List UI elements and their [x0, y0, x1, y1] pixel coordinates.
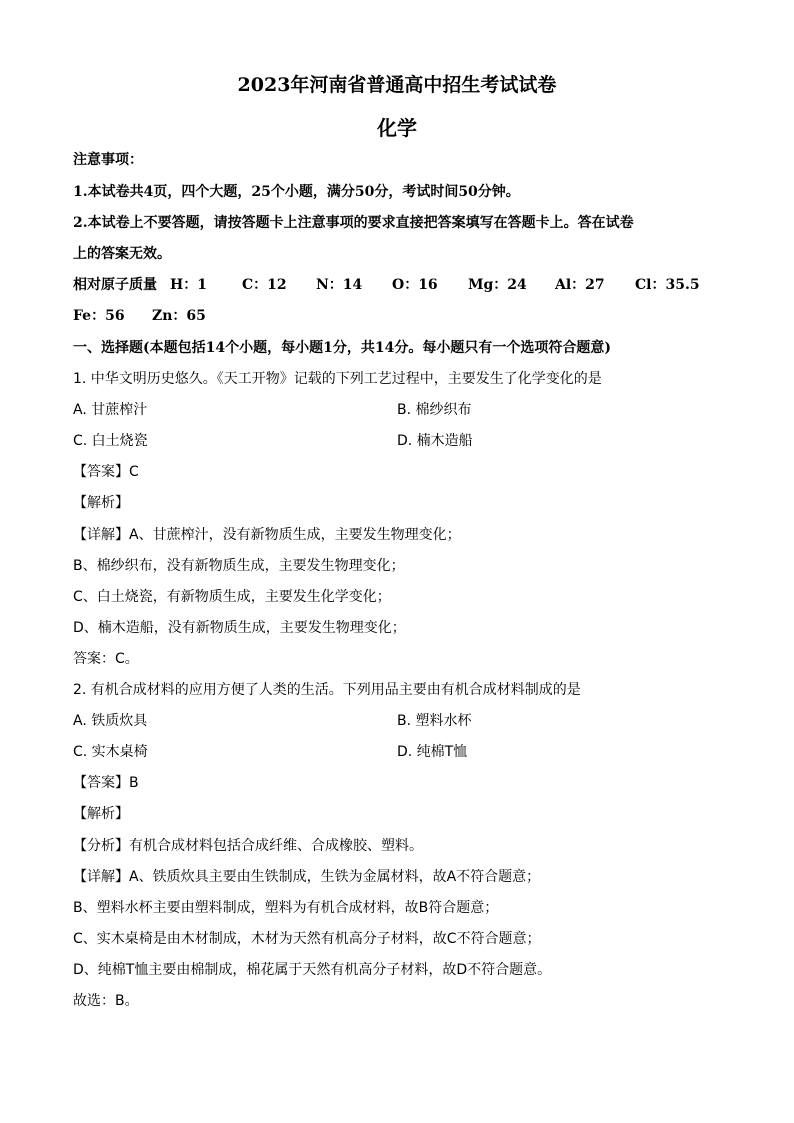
- question-2-detail-3: C、实木桌椅是由木材制成，木材为天然有机高分子材料，故C不符合题意；: [73, 931, 541, 947]
- question-2-detail-2: B、塑料水杯主要由塑料制成，塑料为有机合成材料，故B符合题意；: [73, 900, 499, 916]
- notes-item-1: 1.本试卷共4页，四个大题，25个小题，满分50分，考试时间50分钟。: [73, 184, 520, 200]
- question-1-option-b: B. 棉纱织布: [397, 402, 472, 418]
- question-1-option-a: A. 甘蔗榨汁: [73, 402, 148, 418]
- atomic-mass-fe: Fe：56: [73, 308, 125, 324]
- atomic-mass-mg: Mg：24: [468, 277, 527, 293]
- question-1-detail-2: B、棉纱织布，没有新物质生成，主要发生物理变化；: [73, 558, 405, 574]
- question-2-analysis: 【分析】有机合成材料包括合成纤维、合成橡胶、塑料。: [73, 838, 423, 854]
- question-2-answer: 【答案】B: [73, 775, 139, 791]
- notes-item-2-line-2: 上的答案无效。: [73, 246, 171, 262]
- question-2-option-a: A. 铁质炊具: [73, 713, 148, 729]
- subject-title: 化学: [377, 116, 417, 140]
- question-1-option-c: C. 白土烧瓷: [73, 433, 148, 449]
- question-1-answer: 【答案】C: [73, 464, 139, 480]
- question-1-detail-4: D、楠木造船，没有新物质生成，主要发生物理变化；: [73, 620, 406, 636]
- question-2-analysis-label: 【解析】: [73, 806, 129, 822]
- question-2-option-b: B. 塑料水杯: [397, 713, 472, 729]
- question-1-detail-3: C、白土烧瓷，有新物质生成，主要发生化学变化；: [73, 589, 391, 605]
- question-2-detail-1: 【详解】A、铁质炊具主要由生铁制成，生铁为金属材料，故A不符合题意；: [73, 869, 541, 885]
- atomic-mass-n: N：14: [316, 277, 363, 293]
- question-1-detail-1: 【详解】A、甘蔗榨汁，没有新物质生成，主要发生物理变化；: [73, 527, 461, 543]
- question-2-conclusion: 故选：B。: [73, 993, 139, 1009]
- atomic-mass-label: 相对原子质量: [73, 277, 157, 293]
- question-1-analysis-label: 【解析】: [73, 495, 129, 511]
- atomic-mass-h: H：1: [170, 277, 207, 293]
- exam-title: 2023年河南省普通高中招生考试试卷: [237, 74, 557, 96]
- atomic-mass-zn: Zn：65: [152, 308, 206, 324]
- question-2-detail-4: D、纯棉T恤主要由棉制成，棉花属于天然有机高分子材料，故D不符合题意。: [73, 962, 552, 978]
- atomic-mass-cl: Cl：35.5: [635, 277, 700, 293]
- question-2-stem: 2. 有机合成材料的应用方便了人类的生活。下列用品主要由有机合成材料制成的是: [73, 682, 581, 698]
- question-1-stem: 1. 中华文明历史悠久。《天工开物》记载的下列工艺过程中，主要发生了化学变化的是: [73, 371, 602, 387]
- section-1-heading: 一、选择题(本题包括14个小题，每小题1分，共14分。每小题只有一个选项符合题意): [73, 340, 611, 356]
- question-2-option-d: D. 纯棉T恤: [397, 744, 468, 760]
- question-1-option-d: D. 楠木造船: [397, 433, 473, 449]
- question-1-conclusion: 答案：C。: [73, 651, 139, 667]
- atomic-mass-c: C：12: [242, 277, 287, 293]
- notes-item-2-line-1: 2.本试卷上不要答题，请按答题卡上注意事项的要求直接把答案填写在答题卡上。答在试卷: [73, 215, 634, 231]
- notes-heading: 注意事项：: [73, 152, 143, 168]
- atomic-mass-al: Al：27: [555, 277, 605, 293]
- atomic-mass-o: O：16: [392, 277, 438, 293]
- question-2-option-c: C. 实木桌椅: [73, 744, 148, 760]
